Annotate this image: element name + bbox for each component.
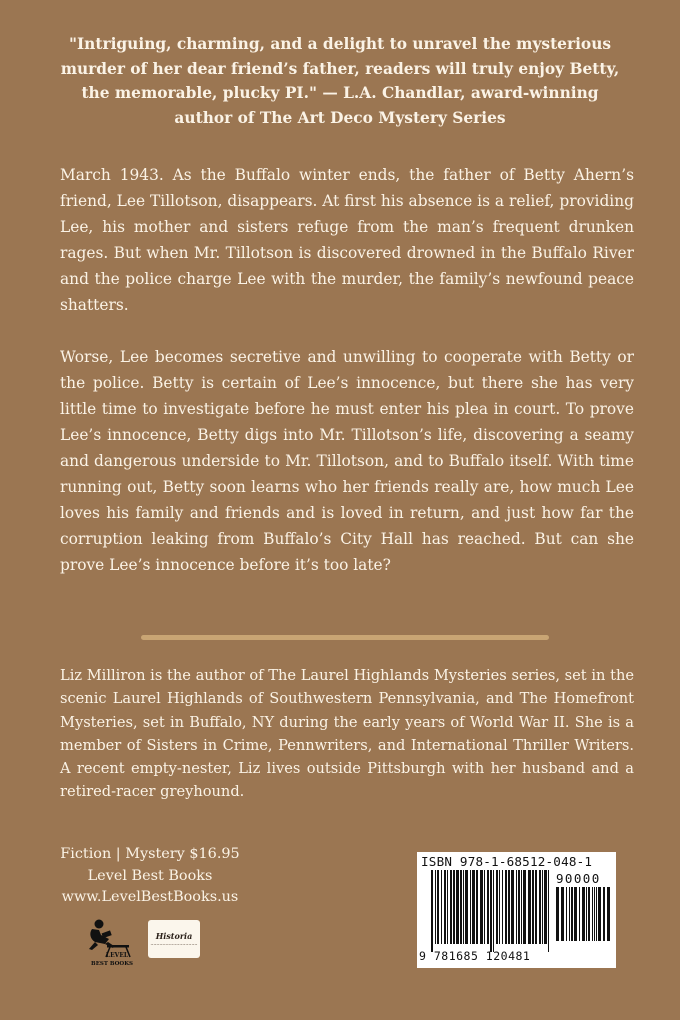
barcode-bar	[596, 887, 597, 941]
barcode-bar	[476, 870, 478, 944]
barcode-bar	[490, 870, 492, 952]
endorsement-blurb	[60, 32, 620, 130]
barcode-bar	[511, 870, 514, 944]
barcode-bar	[502, 870, 503, 944]
barcode-bar	[460, 870, 462, 944]
barcode-bar	[453, 870, 455, 944]
barcode-bar	[582, 887, 585, 941]
price-code: 90000	[556, 871, 601, 886]
barcode-bar	[592, 887, 593, 941]
barcode-bar	[518, 870, 520, 944]
description-paragraph-1: March 1943. As the Buffalo winter ends, the father of Betty Ahern’s friend, Lee Tillotson, disappears. At first his absence is a relief, providing Lee, his mother and sisters refuge from the man’s frequent drunken rages. But when Mr. Tillotson is discovered drowned in the Buffalo River and the police charge Lee with the murder, the family’s newfound peace shatters.	[60, 166, 634, 314]
barcode-bar	[569, 887, 570, 941]
category-price: Fiction | Mystery $16.95	[60, 846, 240, 862]
barcode-bar	[447, 870, 448, 944]
barcode-bar	[539, 870, 541, 944]
endorsement-attribution: — L.A. Chandlar, award-winning author of The Art Deco Mystery Series	[174, 84, 599, 127]
barcode-bar	[544, 870, 547, 944]
barcode-bar	[484, 870, 485, 944]
barcode-bar	[441, 870, 442, 944]
barcode-bar	[603, 887, 605, 941]
barcode-bar	[542, 870, 543, 944]
barcode-bar	[528, 870, 531, 944]
isbn-label: ISBN 978-1-68512-048-1	[421, 854, 593, 869]
barcode-bar	[456, 870, 459, 944]
ean-digits: 9 781685 120481	[419, 949, 531, 963]
barcode-bar	[561, 887, 564, 941]
barcode-bar	[521, 870, 522, 944]
barcode-bar	[496, 870, 498, 944]
level-logo-text-1: LEVEL	[105, 952, 129, 959]
historia-logo-subtext: ~~~~~~~~~~~~~~~~	[150, 943, 198, 947]
barcode-bar	[431, 870, 433, 952]
barcode-bar	[579, 887, 580, 941]
barcode-bar	[574, 887, 577, 941]
barcode-bar	[470, 870, 471, 944]
barcode-bar	[505, 870, 507, 944]
publisher-name: Level Best Books	[87, 867, 213, 884]
barcode-bar	[499, 870, 500, 944]
author-bio: Liz Milliron is the author of The Laurel Highlands Mysteries series, set in the scenic Laurel Highlands of Southwestern Pennsylvania, and The Homefront Mysteries, set in Buffalo, NY during the early years of World War II. She is a member of Sisters in Crime, Pennwriters, and International Thriller Writers. A recent empty-nester, Liz lives outside Pittsburgh with her husband and a retired-racer greyhound.	[60, 667, 634, 801]
level-logo-text-2: BEST BOOKS	[91, 961, 133, 967]
barcode-bar	[450, 870, 452, 944]
barcode-bar	[523, 870, 526, 944]
ean-barcode-bars	[431, 870, 553, 952]
barcode-bar	[444, 870, 446, 944]
barcode-bar	[556, 887, 559, 941]
barcode-bar	[435, 870, 436, 944]
barcode-bar	[594, 887, 595, 941]
barcode-bar	[607, 887, 610, 941]
historia-logo-text: Historia	[155, 931, 193, 941]
barcode-bar	[487, 870, 489, 944]
description-paragraph-2: Worse, Lee becomes secretive and unwilling to cooperate with Betty or the police. Betty is certain of Lee’s innocence, but there she has very little time to investigate before he must enter his plea in court. To prove Lee’s innocence, Betty digs into Mr. Tillotson’s life, discovering a seamy and dangerous underside to Mr. Tillotson, and to Buffalo itself. With time running out, Betty soon learns who her friends really are, how much Lee loves his family and friends and is loved in return, and just how far the corruption leaking from Buffalo’s City Hall has reached. But can she prove Lee’s innocence before it’s too late?	[60, 348, 634, 574]
barcode-bar	[588, 887, 590, 941]
barcode-bar	[472, 870, 475, 944]
barcode-bar	[566, 887, 567, 941]
endorsement-quote: "Intriguing, charming, and a delight to unravel the mysterious murder of her dear friend’s father, readers will truly enjoy Betty, the memorable, plucky PI."	[60, 35, 620, 102]
barcode-bar	[571, 887, 573, 941]
level-best-books-logo	[83, 915, 141, 967]
barcode-bar	[437, 870, 439, 944]
barcode-bar	[532, 870, 534, 944]
barcode-bar	[548, 870, 549, 952]
publisher-website: www.LevelBestBooks.us	[61, 889, 239, 905]
barcode-bar	[463, 870, 464, 944]
price-barcode-bars	[556, 887, 610, 949]
barcode-bar	[516, 870, 517, 944]
barcode-bar	[493, 870, 494, 952]
barcode-bar	[535, 870, 537, 944]
publisher-info	[58, 844, 242, 909]
barcode-bar	[598, 887, 601, 941]
barcode-bar	[508, 870, 510, 944]
section-divider	[141, 635, 549, 640]
isbn-barcode	[417, 852, 616, 968]
barcode-bar	[480, 870, 483, 944]
barcode-bar	[465, 870, 468, 944]
barcode-bar	[586, 887, 587, 941]
historia-logo	[148, 920, 200, 958]
